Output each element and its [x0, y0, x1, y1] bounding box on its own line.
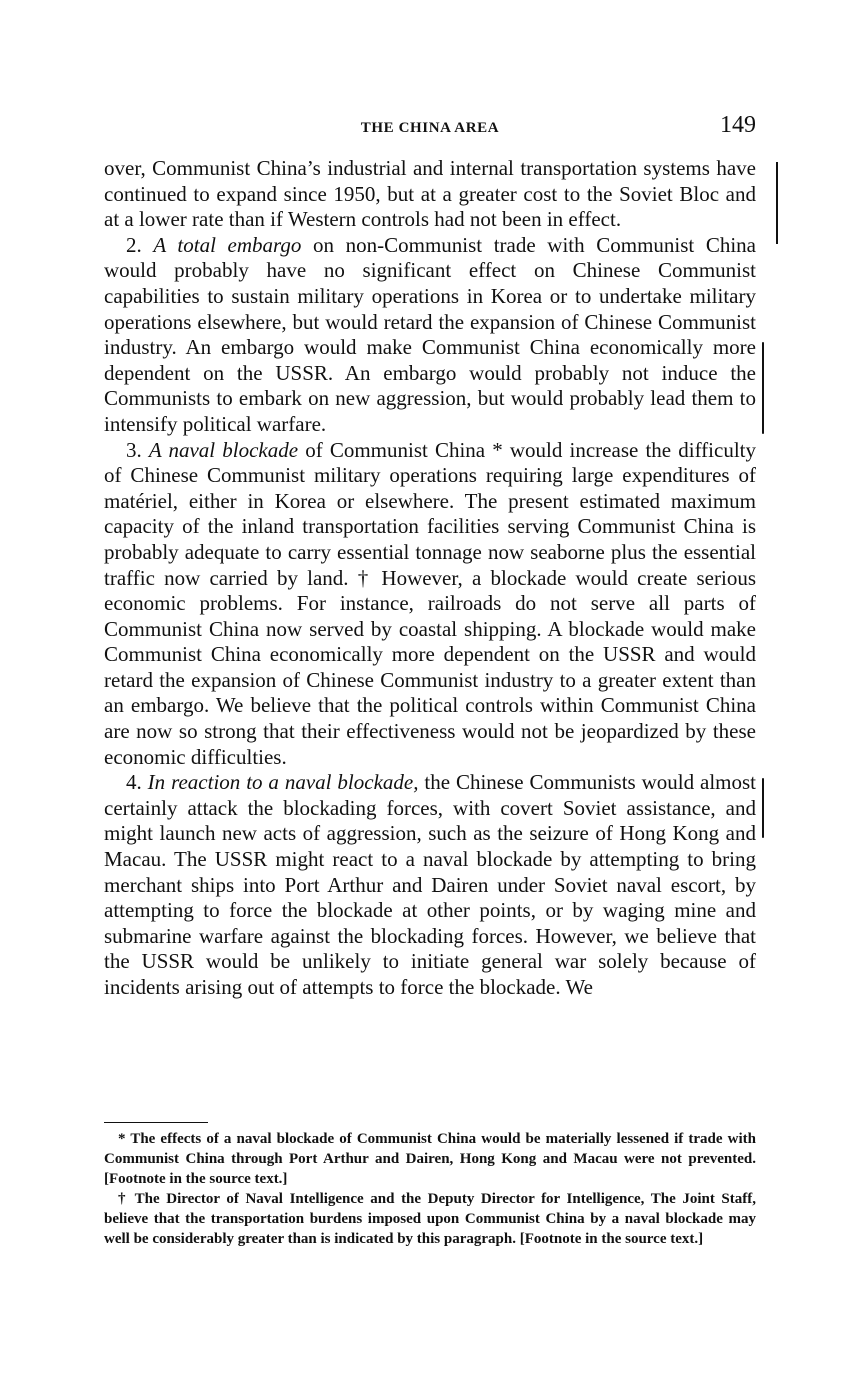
paragraph-3 — [104, 438, 756, 771]
paragraph-2-lead: A total embargo — [153, 232, 302, 257]
running-title: THE CHINA AREA — [360, 120, 500, 136]
margin-change-bar — [762, 342, 764, 434]
footnote-asterisk: * The effects of a naval blockade of Communist China would be materially lessened if trade with Communist China through Port Arthur and Dairen, Hong Kong and Macau were not prevented. [Footnote in the source text.] — [104, 1131, 756, 1187]
paragraph-4-number: 4. — [126, 770, 148, 795]
footnotes — [104, 1129, 756, 1249]
margin-change-bar — [762, 778, 764, 838]
footnote-dagger: † The Director of Naval Intelligence and the Deputy Director for Intelligence, The Joint Staff, believe that the transportation burdens imposed upon Communist China by a naval blockade may well be considerably greater than is indicated by this paragraph. [Footnote in the source text.] — [104, 1191, 756, 1247]
page-number: 149 — [720, 112, 756, 138]
paragraph-2-text: on non-Communist trade with Communist China would probably have no significant effect on Chinese Communist capabilities to sustain military operations in Korea or to undertake military operations elsewhere, but would retard the expansion of Chinese Communist industry. An embargo would make Communist China economically more dependent on the USSR. An embargo would probably not induce the Communists to embark on new aggression, but would probably lead them to intensify political warfare. — [104, 232, 757, 436]
paragraph-3-number: 3. — [126, 437, 149, 462]
paragraph-3-lead: A naval blockade — [148, 437, 299, 462]
margin-change-bar — [776, 162, 778, 244]
paragraph-4 — [104, 770, 756, 1000]
paragraph-4-text: the Chinese Communists would almost certainly attack the blockading forces, with covert Soviet assistance, and might launch new acts of aggression, such as the seizure of Hong Kong and Macau. The USSR might react to a naval blockade by attempting to bring merchant ships into Port Arthur and Dairen under Soviet naval escort, by attempting to force the blockade at other points, or by waging mine and submarine warfare against the blockading forces. However, we believe that the USSR would be unlikely to initiate general war solely because of incidents arising out of attempts to force the blockade. We — [104, 770, 757, 999]
paragraph-1-continued: over, Communist China’s industrial and internal transportation systems have continued to expand since 1950, but at a greater cost to the Soviet Bloc and at a lower rate than if Western controls had not been in effect. — [104, 156, 756, 232]
paragraph-2-number: 2. — [126, 232, 154, 257]
body-text — [104, 156, 756, 1001]
footnote-rule — [104, 1122, 208, 1123]
running-header — [104, 112, 756, 144]
paragraph-3-text: of Communist China * would increase the difficulty of Chinese Communist military operations requiring large expenditures of matériel, either in Korea or elsewhere. The present estimated maximum capacity of the inland transportation facilities serving Communist China is probably adequate to carry essential tonnage now seaborne plus the essential traffic now carried by land. † However, a blockade would create serious economic problems. For instance, railroads do not serve all parts of Communist China now served by coastal shipping. A blockade would make Communist China economically more dependent on the USSR and would retard the expansion of Chinese Communist industry to a greater extent than an embargo. We believe that the political controls within Communist China are now so strong that their effectiveness would not be jeopardized by these economic difficulties. — [104, 437, 756, 769]
paragraph-2 — [104, 233, 756, 438]
paragraph-4-lead: In reaction to a naval blockade, — [147, 770, 419, 795]
